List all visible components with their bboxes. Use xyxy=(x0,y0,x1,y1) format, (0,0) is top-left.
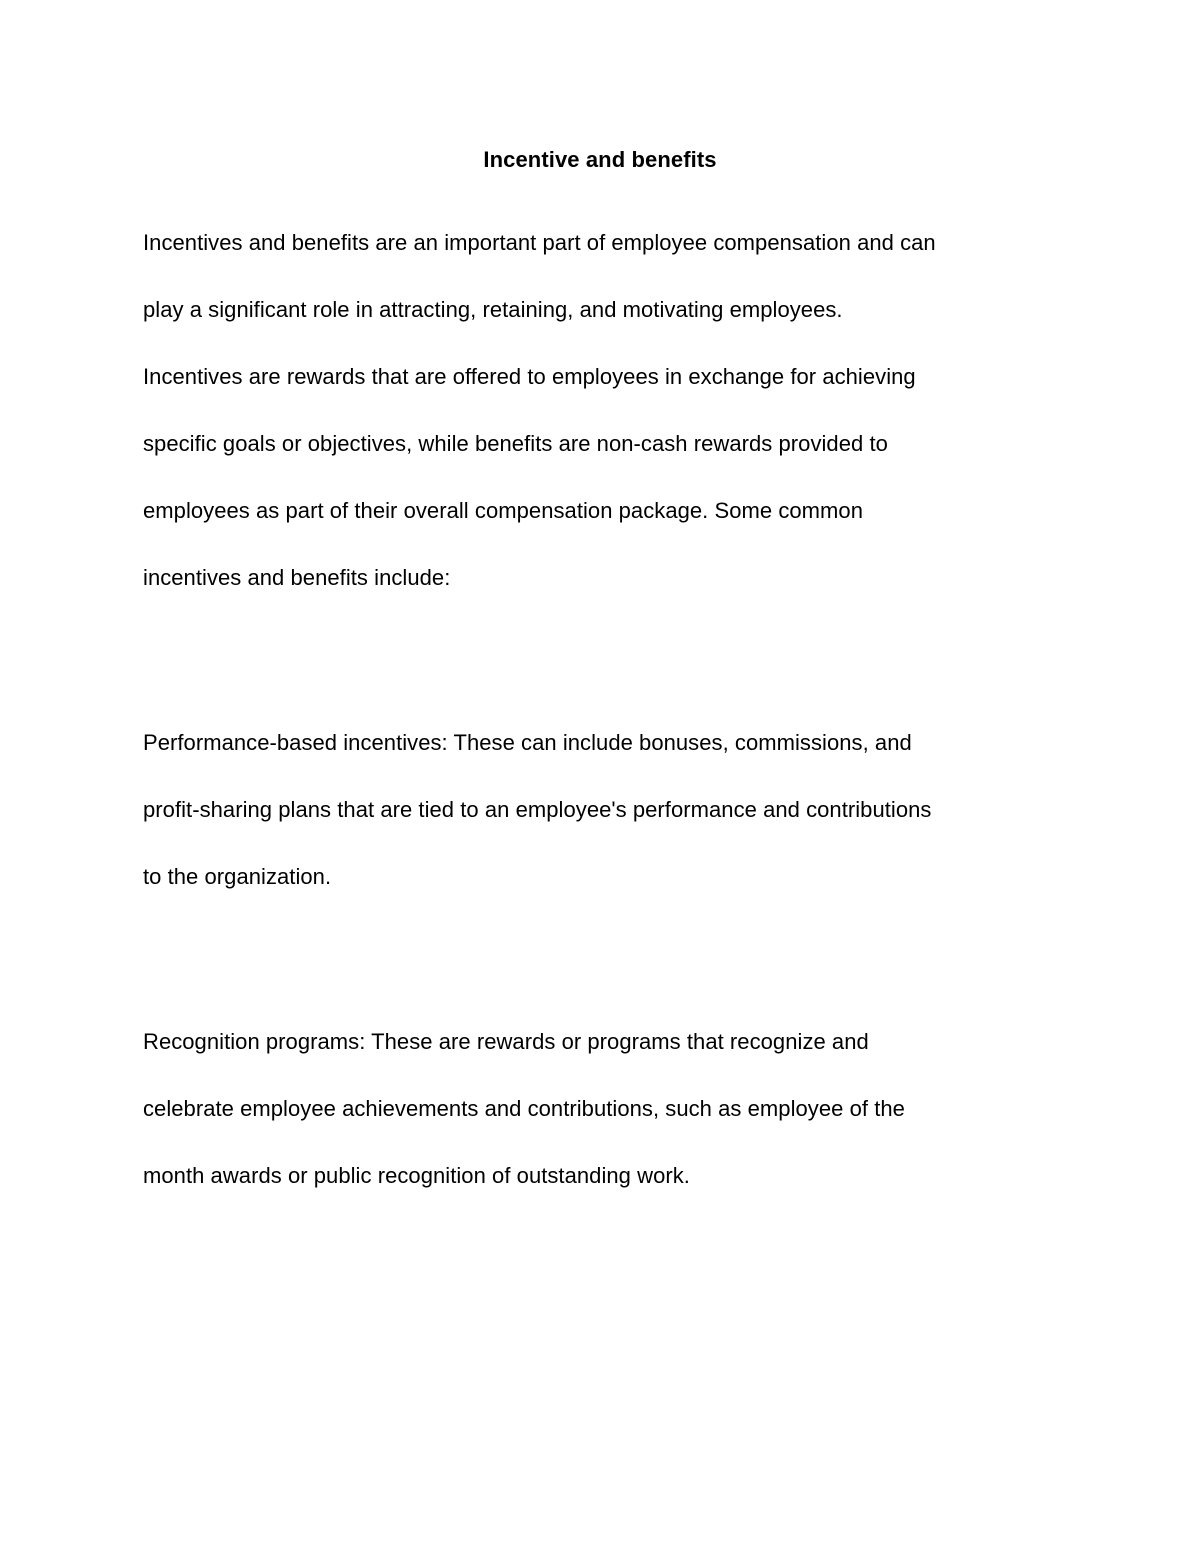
performance-line: to the organization. xyxy=(143,864,332,889)
intro-line: Incentives are rewards that are offered to employees in exchange for achieving xyxy=(143,364,916,389)
recognition-line: Recognition programs: These are rewards or programs that recognize and xyxy=(143,1029,869,1054)
recognition-line: month awards or public recognition of outstanding work. xyxy=(143,1163,690,1188)
document-title: Incentive and benefits xyxy=(483,147,717,172)
intro-line: Incentives and benefits are an important part of employee compensation and can xyxy=(143,230,936,255)
intro-line: play a significant role in attracting, retaining, and motivating employees. xyxy=(143,297,843,322)
recognition-line: celebrate employee achievements and contributions, such as employee of the xyxy=(143,1096,905,1121)
performance-line: Performance-based incentives: These can include bonuses, commissions, and xyxy=(143,730,912,755)
intro-line: employees as part of their overall compensation package. Some common xyxy=(143,498,863,523)
intro-line: specific goals or objectives, while benefits are non-cash rewards provided to xyxy=(143,431,888,456)
intro-line: incentives and benefits include: xyxy=(143,565,451,590)
performance-line: profit-sharing plans that are tied to an employee's performance and contributions xyxy=(143,797,932,822)
